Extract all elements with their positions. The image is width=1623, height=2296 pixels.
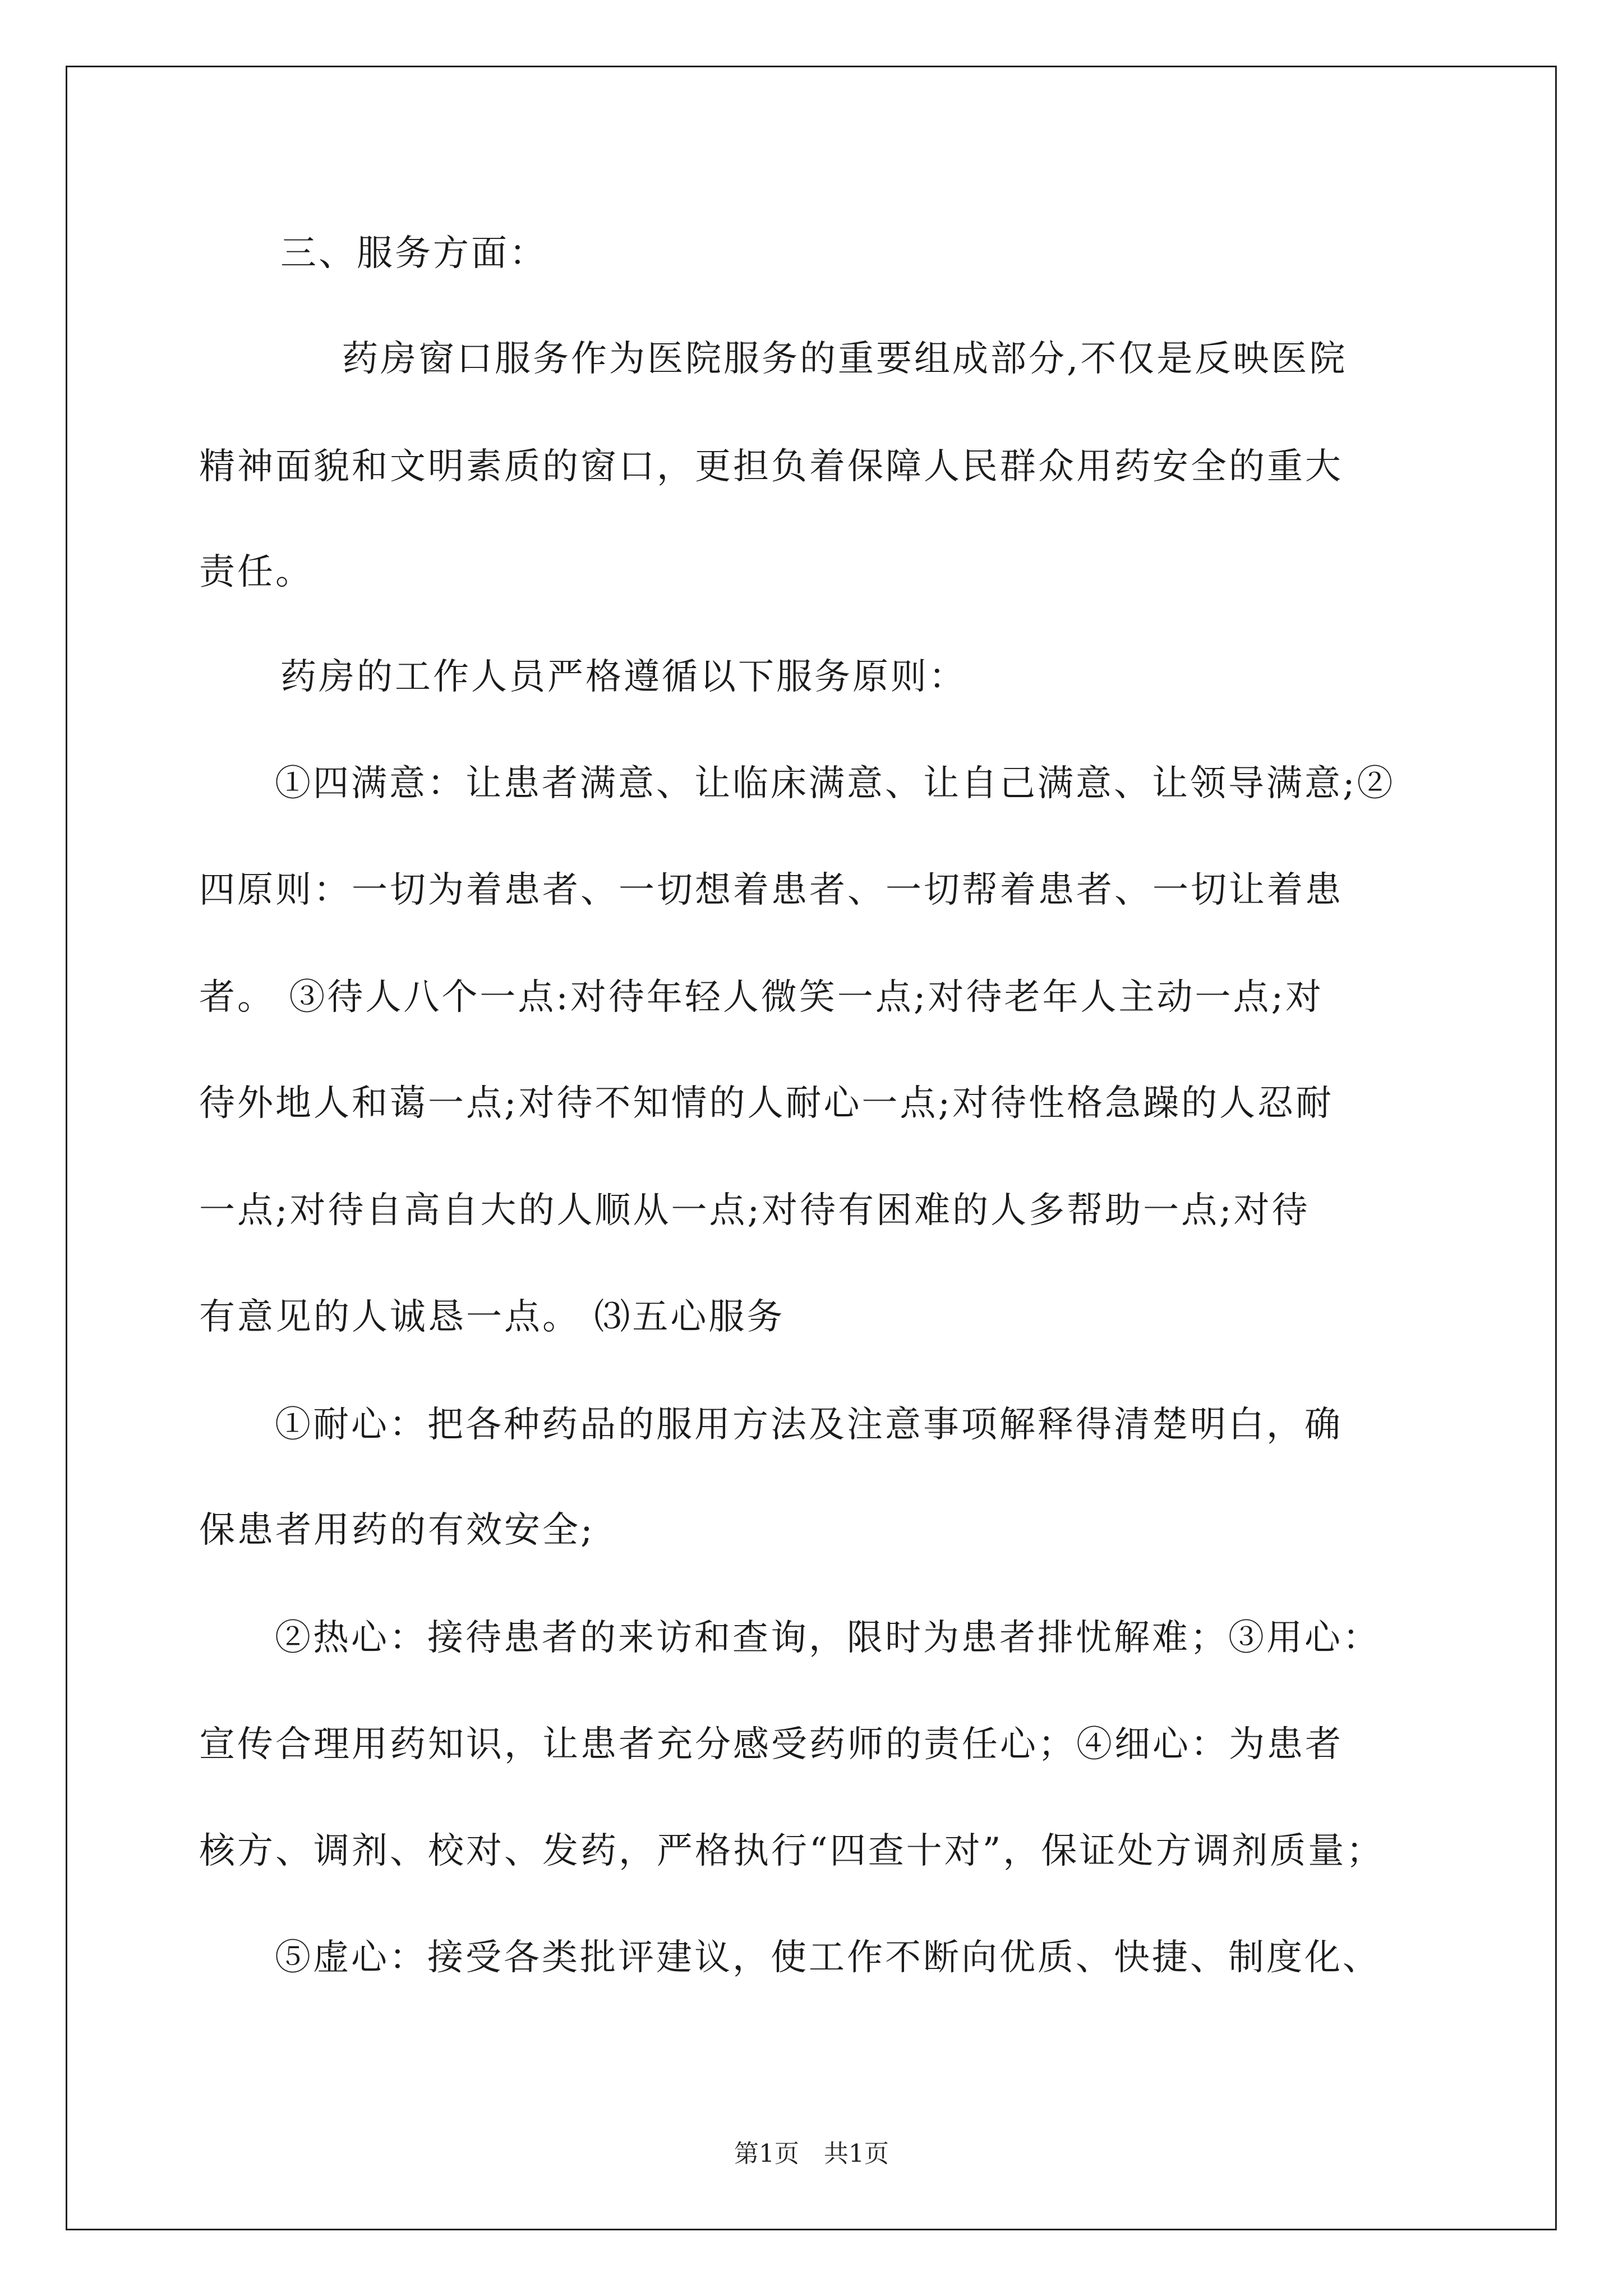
paragraph-line: 责任。 bbox=[199, 551, 313, 593]
paragraph-line: ②热心：接待患者的来访和查询，限时为患者排忧解难；③用心： bbox=[275, 1617, 1381, 1659]
section-heading: 三、服务方面： bbox=[280, 233, 547, 274]
paragraph-line: 药房窗口服务作为医院服务的重要组成部分,不仅是反映医院 bbox=[342, 338, 1348, 380]
paragraph-line: 宣传合理用药知识，让患者充分感受药师的责任心；④细心：为患者 bbox=[199, 1724, 1343, 1765]
paragraph-line: ⑤虚心：接受各类批评建议，使工作不断向优质、快捷、制度化、 bbox=[275, 1937, 1381, 1978]
paragraph-line: 者。 ③待人八个一点:对待年轻人微笑一点;对待老年人主动一点;对 bbox=[199, 977, 1324, 1018]
paragraph-line: ①四满意：让患者满意、让临床满意、让自己满意、让领导满意;② bbox=[275, 763, 1395, 804]
paragraph-line: 有意见的人诚恳一点。 ⑶五心服务 bbox=[199, 1296, 785, 1338]
paragraph-line: 精神面貌和文明素质的窗口，更担负着保障人民群众用药安全的重大 bbox=[199, 446, 1343, 487]
paragraph-line: 四原则：一切为着患者、一切想着患者、一切帮着患者、一切让着患 bbox=[199, 869, 1343, 911]
page-footer: 第1页 共1页 bbox=[734, 2139, 889, 2168]
paragraph-line: 药房的工作人员严格遵循以下服务原则： bbox=[280, 656, 967, 698]
paragraph-line: 一点;对待自高自大的人顺从一点;对待有困难的人多帮助一点;对待 bbox=[199, 1190, 1310, 1231]
paragraph-line: 待外地人和蔼一点;对待不知情的人耐心一点;对待性格急躁的人忍耐 bbox=[199, 1083, 1334, 1124]
paragraph-line: ①耐心：把各种药品的服用方法及注意事项解释得清楚明白，确 bbox=[275, 1404, 1343, 1446]
page-border bbox=[66, 66, 1557, 2230]
paragraph-line: 核方、调剂、校对、发药，严格执行“四查十对”，保证处方调剂质量； bbox=[199, 1830, 1385, 1872]
paragraph-line: 保患者用药的有效安全; bbox=[199, 1510, 595, 1551]
